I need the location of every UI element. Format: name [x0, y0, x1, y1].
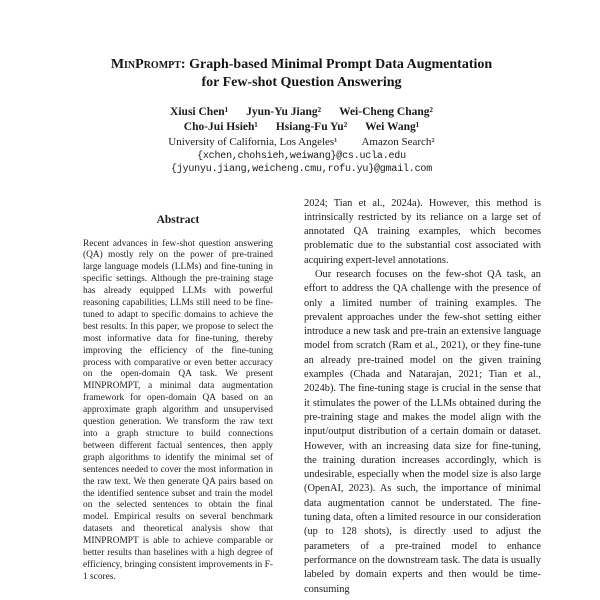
affiliation: University of California, Los Angeles¹	[168, 136, 338, 148]
abstract-text: Recent advances in few-shot question answering (QA) mostly rely on the power of pre-trained large language models (LLMs) and fine-tuning in specific settings. Although the pre-training stage has already equipped LLMs with powerful reasoning capabilities, LLMs still need to be fine-tuned to adapt to specific domains to achieve the best results. In this paper, we propose to select the most informative data for fine-tuning, thereby improving the efficiency of the fine-tuning process with comparative or even better accuracy on the open-domain QA task. We present MINPROMPT, a minimal data augmentation framework for open-domain QA based on an approximate graph algorithm and unsupervised question generation. We transform the raw text into a graph structure to build connections between different factual sentences, then apply graph algorithms to identify the minimal set of sentences needed to cover the most information in the raw text. We then generate QA pairs based on the identified sentence subset and train the model on the selected sentences to obtain the final model. Empirical results on several benchmark datasets and theoretical analysis show that MINPROMPT is able to achieve comparable or better results than baselines with a high degree of efficiency, bringing consistent improvements in F-1 scores.	[83, 238, 273, 582]
paper-title-smallcaps: MinPrompt	[110, 57, 181, 72]
abstract-heading: Abstract	[156, 213, 200, 226]
paper-title-line2: for Few-shot Question Answering	[201, 75, 402, 90]
authors-line1	[62, 105, 541, 120]
authors-line2	[62, 120, 541, 135]
email-line: {jyunyu.jiang,weicheng.cmu,rofu.yu}@gmail.com	[170, 164, 433, 175]
affiliations-line	[62, 135, 541, 150]
left-column	[62, 197, 294, 584]
author-name: Xiusi Chen¹	[170, 106, 229, 118]
author-name: Wei Wang¹	[365, 121, 420, 133]
paper-title-rest: : Graph-based Minimal Prompt Data Augmentation	[180, 57, 493, 72]
author-name: Hsiang-Fu Yu²	[275, 121, 348, 133]
author-name: Jyun-Yu Jiang²	[246, 106, 322, 118]
author-name: Cho-Jui Hsieh¹	[183, 121, 258, 133]
intro-paragraph-1: 2024; Tian et al., 2024a). However, this method is intrinsically restricted by its reliance on a large set of annotated QA training examples, which becomes problematic due to the substantial cost associated with acquiring expert-level annotations.	[304, 197, 541, 266]
columns	[62, 197, 541, 597]
author-name: Wei-Cheng Chang²	[339, 106, 433, 118]
right-column	[304, 197, 541, 597]
emails-block	[62, 150, 541, 177]
intro-paragraph-2: Our research focuses on the few-shot QA task, an effort to address the QA challenge with the presence of only a limited number of training examples. The prevalent approaches under the few-shot setting either introduce a new task and pre-train an extensive language model from scratch (Ram et al., 2021), or they fine-tune an already pre-trained model on the given training examples (Chada and Natarajan, 2021; Tian et al., 2024b). The fine-tuning stage is crucial in the sense that it stimulates the power of the LLMs obtained during the pre-training stage and makes the model align with the input/output distribution of a certain domain or dataset. However, with an increasing data size for fine-tuning, the training duration increases accordingly, which is undesirable, especially when the model size is also large (OpenAI, 2023). As such, the importance of minimal data augmentation cannot be understated. The fine-tuning data, often a limited resource in our consideration (up to 128 shots), is directly used to adjust the parameters of a pre-trained model to enhance performance on the downstream task. The data is usually labeled by domain experts and then would be time-consuming	[304, 268, 541, 595]
authors-block	[62, 105, 541, 135]
paper-title	[62, 56, 541, 92]
email-line: {xchen,chohsieh,weiwang}@cs.ucla.edu	[197, 150, 406, 162]
affiliation: Amazon Search²	[361, 136, 435, 148]
paper-title-line1	[62, 56, 541, 74]
